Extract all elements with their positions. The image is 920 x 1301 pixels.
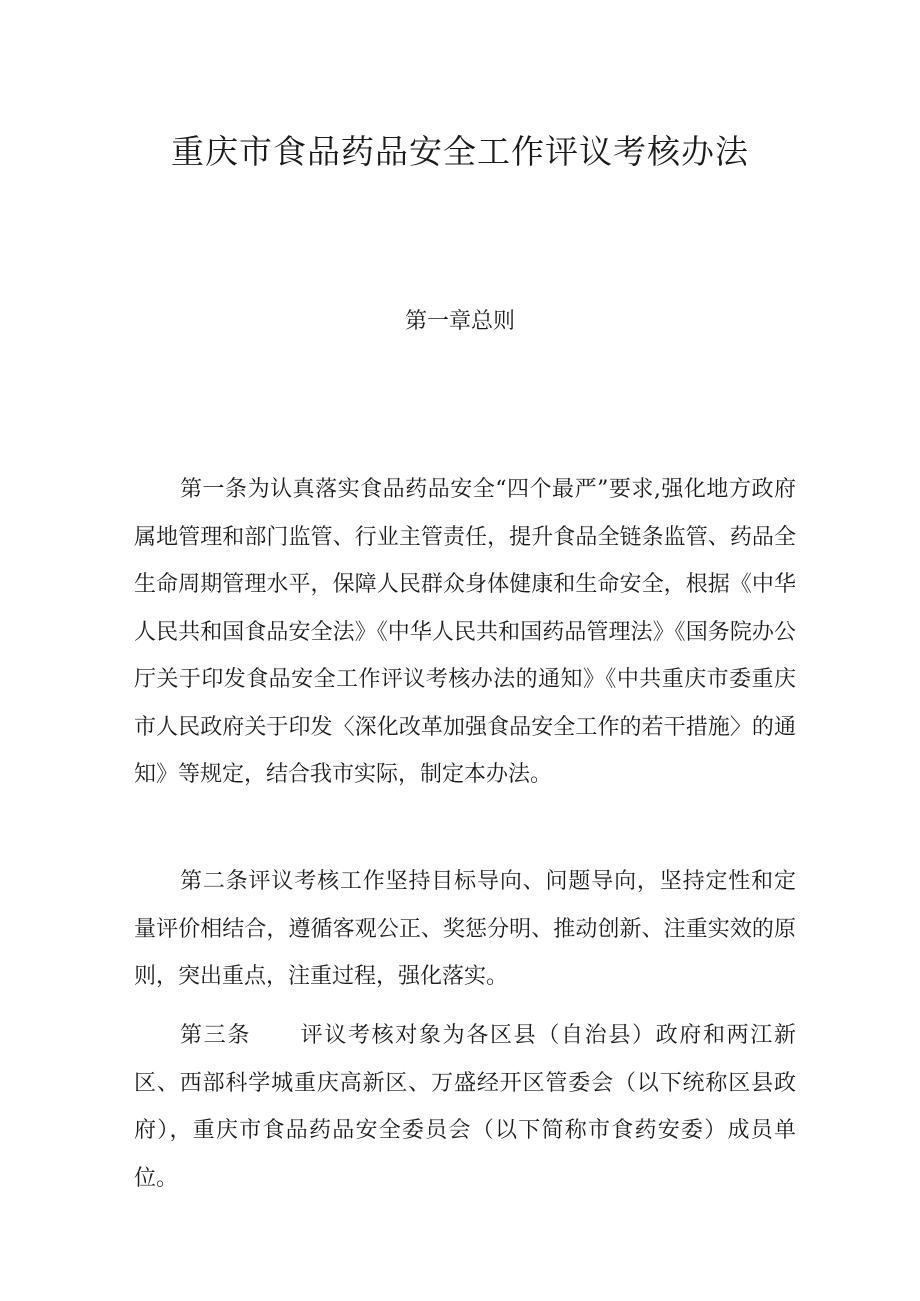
article-text: 评议考核工作坚持目标导向、问题导向，坚持定性和定量评价相结合，遵循客观公正、奖惩分明、推动创新、注重实效的原则，突出重点，注重过程，强化落实。 [134, 869, 796, 989]
article-text: 为认真落实食品药品安全“四个最严”要求,强化地方政府属地管理和部门监管、行业主管责任，提升食品全链条监管、药品全生命周期管理水平，保障人民群众身体健康和生命安全，根据《中华人民共和国食品安全法》《中华人民共和国药品管理法》《国务院办公厅关于印发食品安全工作评议考核办法的通知》《中共重庆市委重庆市人民政府关于印发〈深化改革加强食品安全工作的若干措施〉的通知》等规定，结合我市实际，制定本办法。 [134, 477, 796, 787]
article-paragraph-2 [134, 858, 796, 1001]
document-title: 重庆市食品药品安全工作评议考核办法 [171, 132, 749, 171]
article-number: 第二条 [180, 869, 249, 894]
article-paragraph-1 [134, 466, 796, 799]
article-text: 评议考核对象为各区县（自治县）政府和两江新区、西部科学城重庆高新区、万盛经开区管委会（以下统称区县政府），重庆市食品药品安全委员会（以下简称市食药安委）成员单位。 [134, 1023, 796, 1191]
chapter-heading: 第一章总则 [404, 309, 515, 334]
article-paragraph-3 [134, 1012, 796, 1202]
article-number: 第三条 [180, 1023, 251, 1048]
article-number: 第一条 [180, 477, 248, 502]
